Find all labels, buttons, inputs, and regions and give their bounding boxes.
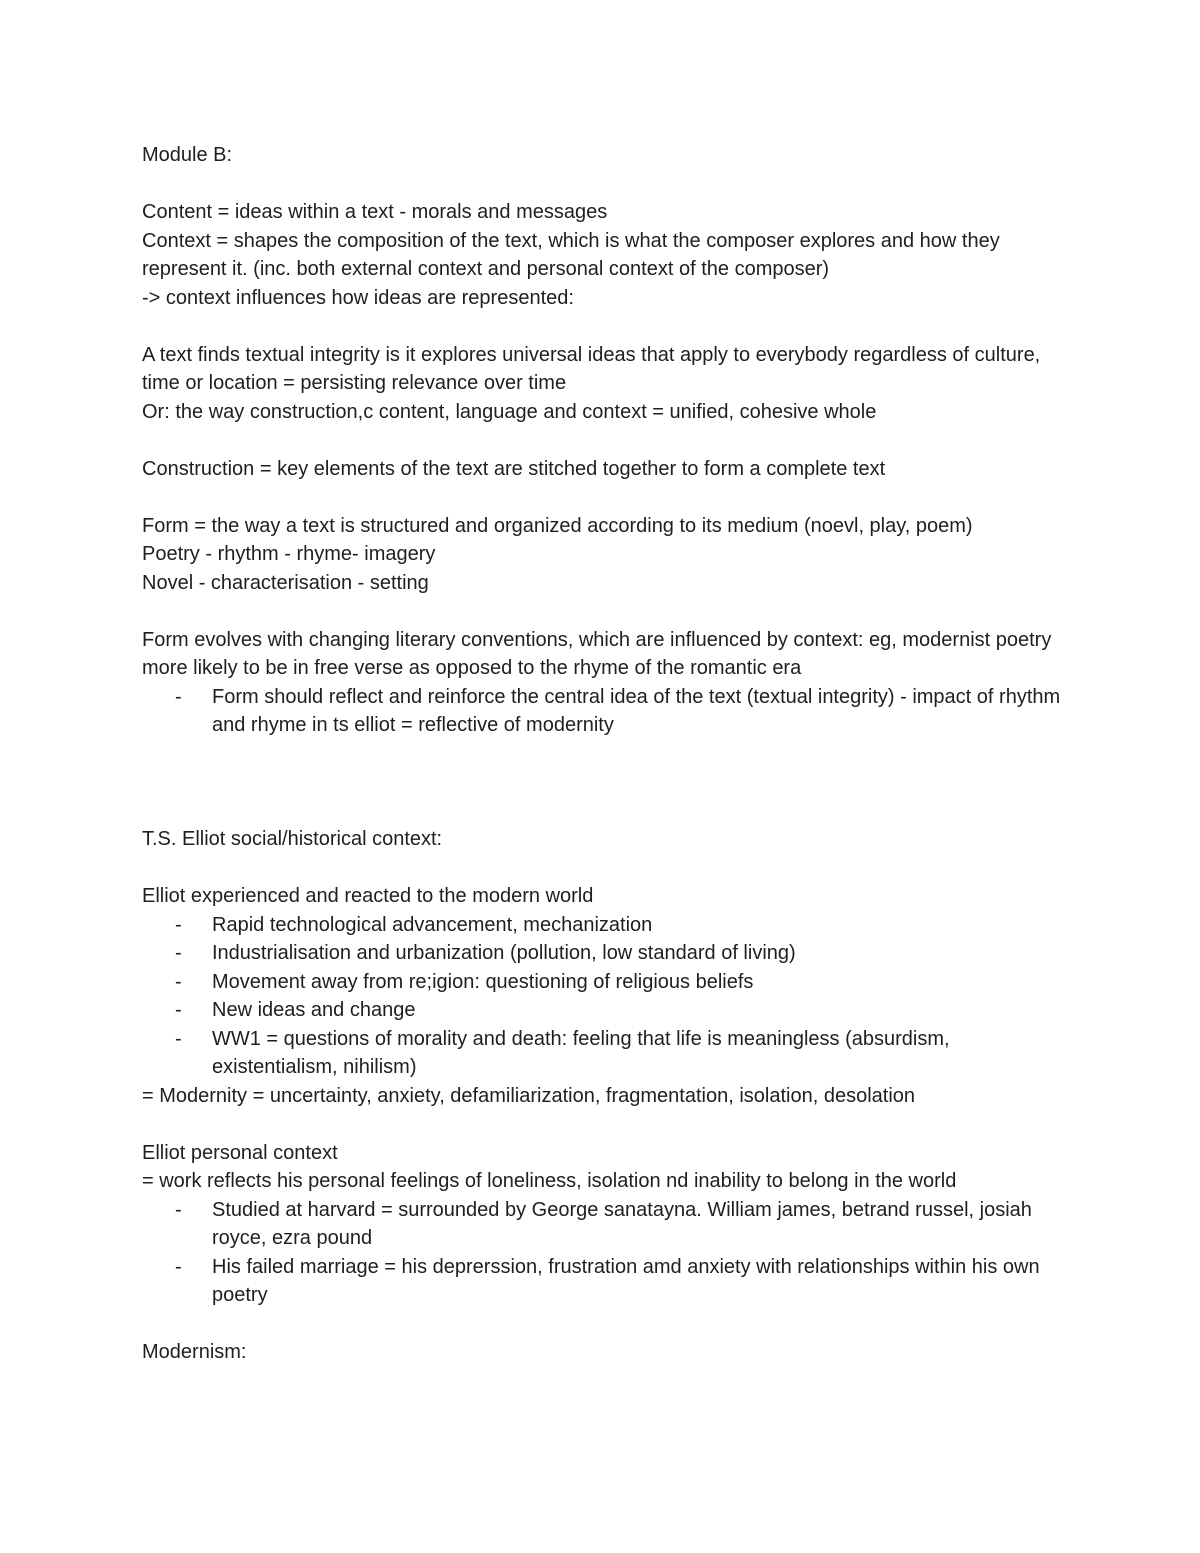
bullet-dash: - — [175, 685, 182, 708]
spacer — [142, 170, 1072, 199]
list-item — [142, 968, 1072, 997]
bullet-dash: - — [175, 1198, 182, 1221]
context-influence: -> context influences how ideas are represented: — [142, 286, 574, 309]
list-item — [142, 996, 1072, 1025]
list-item — [142, 683, 1072, 740]
bullet-dash: - — [175, 999, 182, 1021]
list-item-text: Studied at harvard = surrounded by George sanatayna. William james, betrand russel, josiah royce, ezra pound — [212, 1198, 1032, 1249]
spacer — [142, 854, 1072, 883]
list-item — [142, 939, 1072, 968]
bullet-dash: - — [175, 913, 182, 936]
personal-context-heading: Elliot personal context — [142, 1141, 338, 1164]
poetry-line: Poetry - rhythm - rhyme- imagery — [142, 543, 436, 565]
list-item-text: New ideas and change — [212, 999, 416, 1021]
bullet-dash: - — [175, 1255, 182, 1278]
list-item-text: Movement away from re;igion: questioning of religious beliefs — [212, 970, 754, 993]
list-item-text: Form should reflect and reinforce the central idea of the text (textual integrity) - impact of rhythm and rhyme in ts elliot = reflective of modernity — [212, 685, 1061, 736]
spacer — [142, 1110, 1072, 1139]
spacer — [142, 312, 1072, 341]
form-definition: Form = the way a text is structured and organized according to its medium (noevl, play, poem) — [142, 514, 973, 537]
form-evolves: Form evolves with changing literary conventions, which are influenced by context: eg, modernist poetry more likely to be in free verse as opposed to the rhyme of the romantic era — [142, 628, 1057, 679]
context-definition: Context = shapes the composition of the text, which is what the composer explores and how they represent it. (inc. both external context and personal context of the composer) — [142, 229, 1006, 280]
content-definition: Content = ideas within a text - morals and messages — [142, 201, 608, 223]
integrity-alternative: Or: the way construction,c content, language and context = unified, cohesive whole — [142, 400, 877, 423]
list-item-text: WW1 = questions of morality and death: feeling that life is meaningless (absurdism, existentialism, nihilism) — [212, 1027, 950, 1078]
spacer — [142, 426, 1072, 455]
list-item-text: His failed marriage = his deprerssion, frustration amd anxiety with relationships within his own poetry — [212, 1255, 1040, 1306]
spacer — [142, 597, 1072, 626]
modernity-line: = Modernity = uncertainty, anxiety, defamiliarization, fragmentation, isolation, desolation — [142, 1084, 916, 1107]
novel-line: Novel - characterisation - setting — [142, 571, 429, 594]
modernism-heading: Modernism: — [142, 1341, 247, 1363]
bullet-dash: - — [175, 942, 182, 964]
integrity-definition: A text finds textual integrity is it explores universal ideas that apply to everybody regardless of culture, time or location = persisting relevance over time — [142, 343, 1046, 394]
list-item — [142, 1196, 1072, 1253]
modern-world-line: Elliot experienced and reacted to the modern world — [142, 885, 594, 907]
list-item — [142, 1025, 1072, 1082]
module-title: Module B: — [142, 144, 233, 166]
list-item-text: Rapid technological advancement, mechanization — [212, 913, 653, 936]
list-item — [142, 1253, 1072, 1310]
document-page — [142, 141, 1072, 1367]
spacer — [142, 483, 1072, 512]
bullet-dash: - — [175, 970, 182, 993]
spacer — [142, 1310, 1072, 1339]
social-context-heading: T.S. Elliot social/historical context: — [142, 828, 443, 850]
list-item — [142, 911, 1072, 940]
list-item-text: Industrialisation and urbanization (pollution, low standard of living) — [212, 942, 796, 964]
spacer — [142, 740, 1072, 826]
bullet-dash: - — [175, 1027, 182, 1050]
personal-context-line: = work reflects his personal feelings of loneliness, isolation nd inability to belong in the world — [142, 1170, 957, 1192]
construction-definition: Construction = key elements of the text are stitched together to form a complete text — [142, 457, 886, 480]
